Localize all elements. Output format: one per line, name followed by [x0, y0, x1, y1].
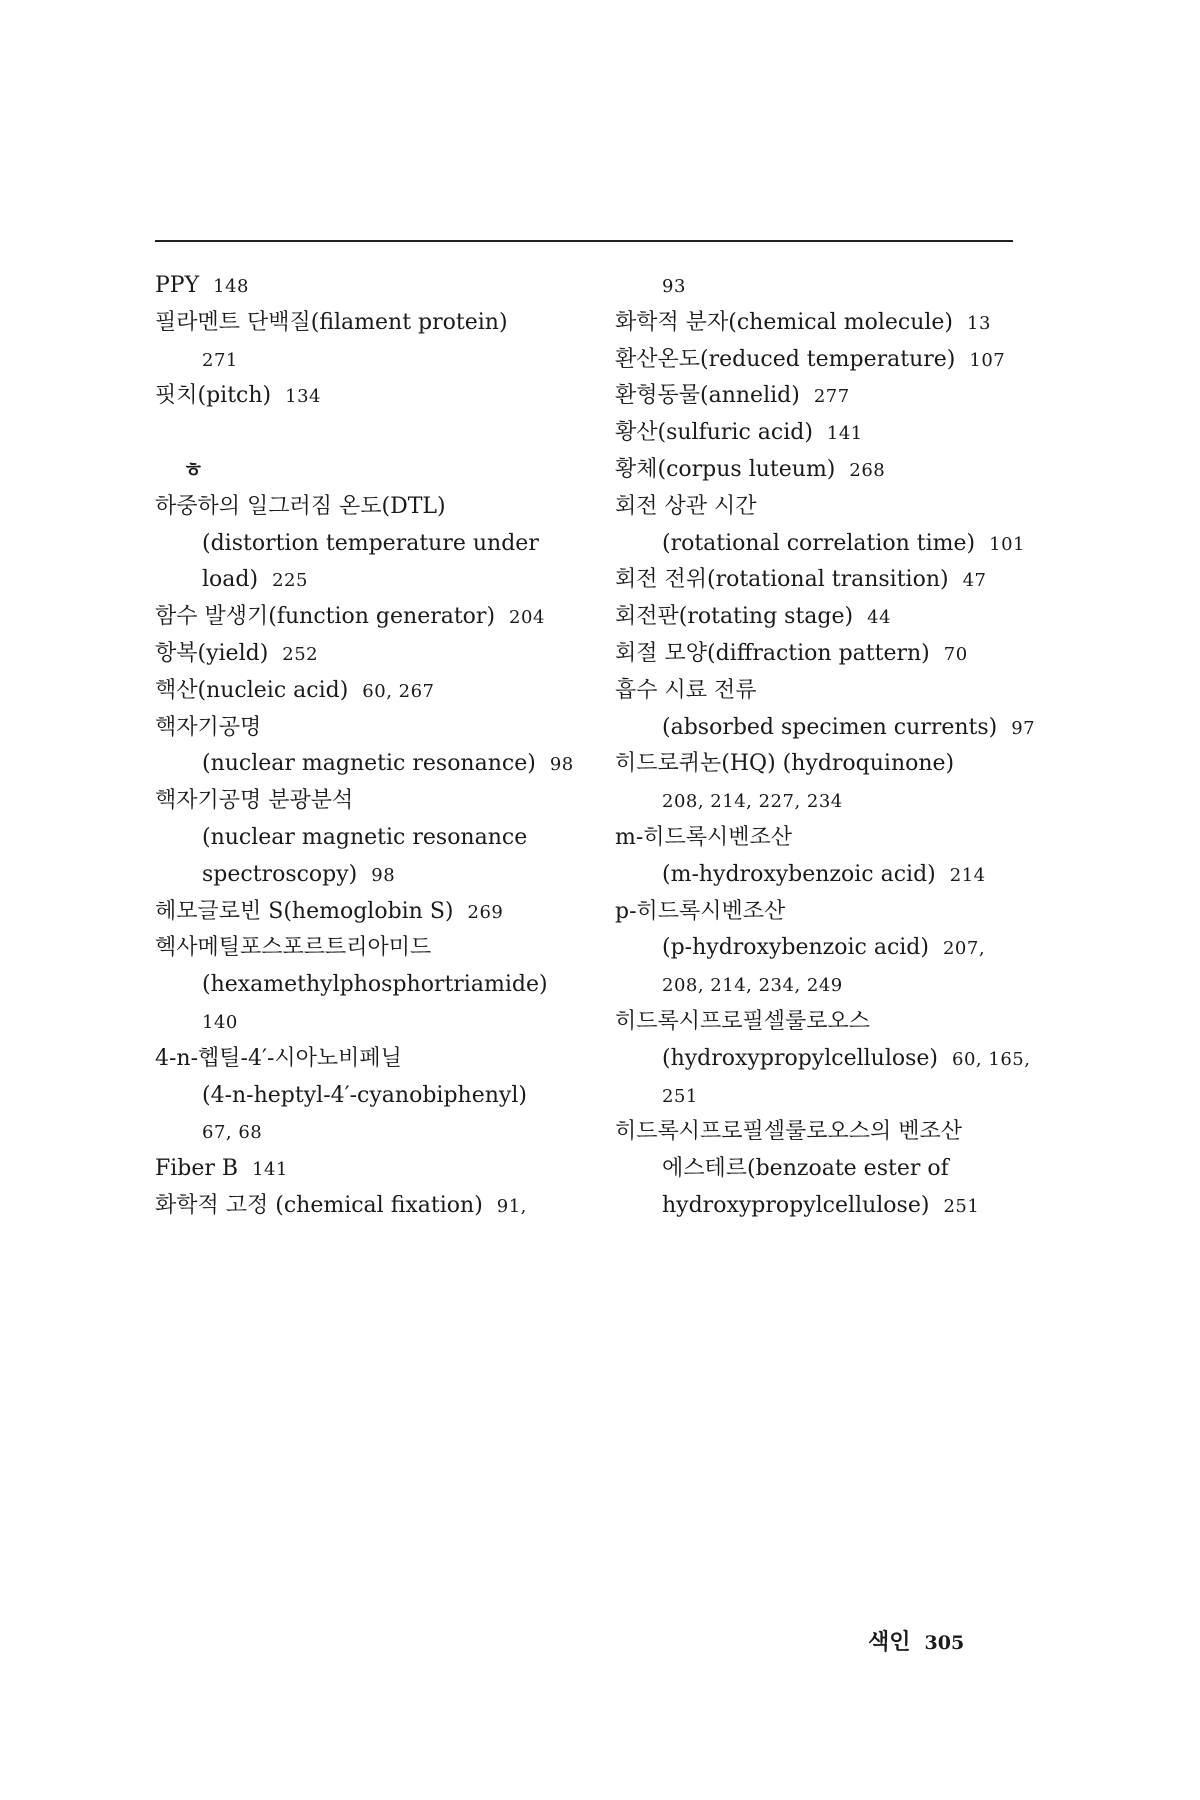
page-references: 44 [867, 607, 892, 629]
page-references: 97 [1011, 717, 1036, 739]
index-continuation-line [615, 268, 1035, 305]
index-entry [615, 378, 1035, 415]
index-term: 핵산(nucleic acid) [155, 677, 349, 703]
index-entry [155, 378, 575, 415]
index-entry [155, 1078, 575, 1115]
index-term: 환산온도(reduced temperature) [615, 346, 956, 372]
index-entry [155, 783, 575, 820]
index-entry [615, 415, 1035, 452]
blank-line [155, 415, 575, 452]
page-references: 140 [202, 1011, 238, 1033]
index-entry [615, 1041, 1035, 1078]
index-term: 화학적 고정 (chemical fixation) [155, 1192, 483, 1218]
index-entry [615, 636, 1035, 673]
index-term: (4-n-heptyl-4′-cyanobiphenyl) [202, 1082, 527, 1108]
index-term: 회절 모양(diffraction pattern) [615, 640, 930, 666]
index-entry [155, 1151, 575, 1188]
index-term: 황산(sulfuric acid) [615, 420, 813, 446]
page-references: 134 [285, 386, 321, 408]
index-term: 화학적 분자(chemical molecule) [615, 309, 954, 335]
page-references: 268 [849, 459, 886, 481]
index-entry [615, 1004, 1035, 1041]
index-entry [155, 857, 575, 894]
index-term: 히드록시프로필셀룰로오스의 벤조산 [615, 1119, 963, 1145]
index-entry [615, 305, 1035, 342]
index-continuation-line [615, 783, 1035, 820]
index-term: 4-n-헵틸-4′-시아노비페닐 [155, 1045, 402, 1071]
index-term: (hexamethylphosphortriamide) [202, 972, 548, 998]
page-references: 148 [213, 276, 249, 297]
index-term: 흡수 시료 전류 [615, 677, 757, 703]
page-references: 47 [962, 570, 987, 592]
page-references: 277 [813, 386, 850, 408]
index-term: 황체(corpus luteum) [615, 456, 836, 482]
index-term: 헤모글로빈 S(hemoglobin S) [155, 898, 454, 924]
page-references: 101 [989, 533, 1025, 555]
index-term: (rotational correlation time) [662, 530, 976, 556]
index-term: m-히드록시벤조산 [615, 824, 793, 850]
page-number: 305 [924, 1632, 965, 1654]
page-footer [868, 1625, 964, 1656]
index-entry [615, 710, 1035, 747]
page-references: 207, [942, 938, 986, 960]
page-references: 141 [252, 1159, 288, 1181]
index-continuation-line [155, 342, 575, 379]
index-entry [155, 268, 575, 305]
index-entry [155, 562, 575, 599]
page-references: 271 [202, 349, 238, 371]
index-term: load) [202, 567, 259, 593]
index-term: (nuclear magnetic resonance) [202, 751, 536, 777]
index-term: (p-hydroxybenzoic acid) [662, 935, 929, 961]
page-references: 269 [467, 901, 504, 923]
index-entry [155, 820, 575, 857]
index-term: 함수 발생기(function generator) [155, 604, 496, 630]
page-references: 93 [662, 276, 686, 297]
index-entry [155, 489, 575, 526]
page-references: 214 [949, 864, 986, 886]
page-references: 67, 68 [202, 1122, 263, 1144]
page-references: 13 [967, 312, 991, 334]
index-entry [615, 1114, 1035, 1151]
index-entry [615, 820, 1035, 857]
index-term: (absorbed specimen currents) [662, 714, 998, 740]
index-column-right [615, 268, 1035, 1225]
index-term: (distortion temperature under [202, 530, 539, 556]
index-continuation-line [155, 1004, 575, 1041]
index-entry [615, 894, 1035, 931]
page-references: 91, [496, 1195, 527, 1217]
index-entry [155, 636, 575, 673]
page-references: 251 [943, 1195, 980, 1217]
index-column-left [155, 268, 575, 1225]
index-term: 헥사메틸포스포르트리아미드 [155, 935, 432, 961]
page-references: 251 [662, 1085, 698, 1107]
index-entry [615, 1188, 1035, 1225]
page-references: 70 [943, 643, 968, 665]
page-references: 60, 165, [952, 1048, 1031, 1070]
page-references: 252 [282, 643, 319, 665]
page-references: 208, 214, 234, 249 [662, 975, 843, 997]
index-term: 회전 상관 시간 [615, 493, 757, 519]
index-entry [155, 526, 575, 563]
page-references: 225 [272, 570, 308, 592]
index-term: 핵자기공명 [155, 714, 262, 740]
index-entry [155, 1188, 575, 1225]
index-term: 핏치(pitch) [155, 383, 272, 409]
index-term: p-히드록시벤조산 [615, 898, 786, 924]
index-entry [615, 1151, 1035, 1188]
index-term: 환형동물(annelid) [615, 383, 800, 409]
index-entry [615, 452, 1035, 489]
index-continuation-line [155, 1114, 575, 1151]
index-entry [615, 930, 1035, 967]
index-term: (hydroxypropylcellulose) [662, 1045, 939, 1071]
index-section-heading: ㅎ [183, 457, 204, 482]
index-entry [615, 599, 1035, 636]
index-entry [155, 894, 575, 931]
footer-section-label: 색인 [868, 1629, 911, 1655]
index-term: 회전판(rotating stage) [615, 604, 854, 630]
index-entry [615, 489, 1035, 526]
top-rule [155, 240, 1013, 242]
index-term: PPY [155, 273, 200, 298]
index-entry [155, 305, 575, 342]
index-entry [155, 710, 575, 747]
index-entry [615, 526, 1035, 563]
index-term: 회전 전위(rotational transition) [615, 567, 949, 593]
index-term: 히드록시프로필셀룰로오스 [615, 1008, 871, 1034]
page-references: 98 [371, 864, 396, 886]
page-references: 141 [826, 423, 863, 445]
page-references: 208, 214, 227, 234 [662, 791, 843, 813]
index-entry [155, 599, 575, 636]
page-references: 204 [509, 607, 545, 629]
index-term: (nuclear magnetic resonance [202, 824, 528, 850]
index-entry [615, 746, 1035, 783]
index-entry [615, 342, 1035, 379]
index-continuation-line [615, 1078, 1035, 1115]
index-term: 히드로퀴논(HQ) (hydroquinone) [615, 751, 955, 777]
page-references: 98 [549, 754, 574, 776]
index-entry [615, 562, 1035, 599]
index-term: 항복(yield) [155, 640, 269, 666]
index-entry [155, 930, 575, 967]
page-references: 107 [969, 349, 1006, 371]
index-entry [155, 673, 575, 710]
index-entry [615, 857, 1035, 894]
index-term: Fiber B [155, 1156, 239, 1182]
index-term: 하중하의 일그러짐 온도(DTL) [155, 493, 446, 519]
index-continuation-line [615, 967, 1035, 1004]
index-entry [615, 673, 1035, 710]
index-term: hydroxypropylcellulose) [662, 1192, 930, 1218]
index-term: (m-hydroxybenzoic acid) [662, 861, 936, 887]
index-term: spectroscopy) [202, 861, 358, 887]
page-references: 60, 267 [362, 680, 435, 702]
index-entry [155, 967, 575, 1004]
index-entry [155, 1041, 575, 1078]
index-entry [155, 746, 575, 783]
index-term: 에스테르(benzoate ester of [662, 1156, 949, 1182]
index-term: 필라멘트 단백질(filament protein) [155, 309, 508, 335]
index-term: 핵자기공명 분광분석 [155, 788, 354, 814]
